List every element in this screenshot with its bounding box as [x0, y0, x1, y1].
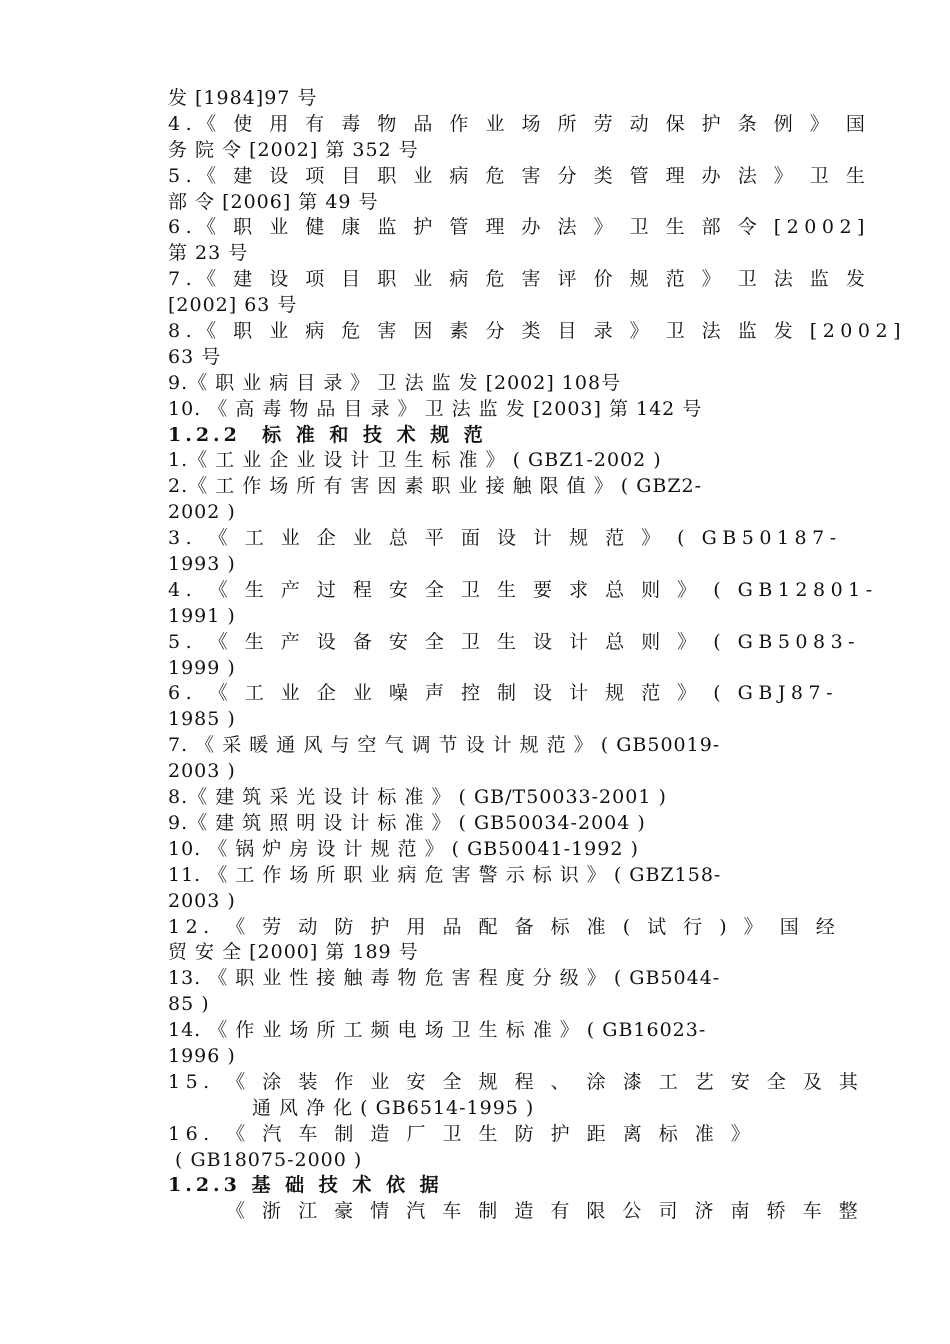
text-line: 1985 ) [168, 708, 236, 731]
text-line: 8.《 建 筑 采 光 设 计 标 准 》 ( GB/T50033-2001 ) [168, 786, 667, 809]
text-line: [2002] 63 号 [168, 294, 298, 317]
text-line: 1996 ) [168, 1044, 236, 1067]
text-line: 63 号 [168, 345, 222, 368]
text-line: 3. 《 工 业 企 业 总 平 面 设 计 规 范 》 ( GB50187- [168, 527, 842, 550]
text-line: 1999 ) [168, 656, 236, 679]
text-line: 2003 ) [168, 760, 236, 783]
text-line: 部 令 [2006] 第 49 号 [168, 190, 379, 213]
text-line: 第 23 号 [168, 242, 249, 265]
text-line: 13. 《 职 业 性 接 触 毒 物 危 害 程 度 分 级 》 ( GB5044- [168, 967, 721, 990]
text-line: 9.《 建 筑 照 明 设 计 标 准 》 ( GB50034-2004 ) [168, 811, 646, 834]
text-line: 6. 《 工 业 企 业 噪 声 控 制 设 计 规 范 》 ( GBJ87- [168, 682, 839, 705]
section-heading-1-2-2: 1.2.2 标 准 和 技 术 规 范 [168, 423, 487, 446]
text-line: 2.《 工 作 场 所 有 害 因 素 职 业 接 触 限 值 》 ( GBZ2- [168, 475, 703, 498]
text-line: 7.《 建 设 项 目 职 业 病 危 害 评 价 规 范 》 卫 法 监 发 [168, 268, 871, 291]
text-line: 发 [1984]97 号 [168, 87, 318, 109]
text-line: 1993 ) [168, 553, 236, 576]
text-line: 9.《 职 业 病 目 录 》 卫 法 监 发 [2002] 108号 [168, 371, 622, 394]
text-line: 5. 《 生 产 设 备 安 全 卫 生 设 计 总 则 》 ( GB5083- [168, 630, 861, 653]
text-line: 务 院 令 [2002] 第 352 号 [168, 138, 419, 161]
text-line: 通 风 净 化 ( GB6514-1995 ) [252, 1096, 535, 1119]
text-line: 《 浙 江 豪 情 汽 车 制 造 有 限 公 司 济 南 轿 车 整 [226, 1200, 864, 1223]
text-line: 2003 ) [168, 889, 236, 912]
text-line: 7. 《 采 暖 通 风 与 空 气 调 节 设 计 规 范 》 ( GB50019- [168, 734, 721, 757]
text-line: 10. 《 高 毒 物 品 目 录 》 卫 法 监 发 [2003] 第 142 号 [168, 397, 703, 420]
text-line: 6.《 职 业 健 康 监 护 管 理 办 法 》 卫 生 部 令 [2002] [168, 216, 870, 239]
text-line: 15. 《 涂 装 作 业 安 全 规 程 、 涂 漆 工 艺 安 全 及 其 [168, 1070, 864, 1093]
text-line: 1991 ) [168, 604, 236, 627]
text-line: 4.《 使 用 有 毒 物 品 作 业 场 所 劳 动 保 护 条 例 》 国 [168, 112, 871, 135]
text-line: 贸 安 全 [2000] 第 189 号 [168, 941, 419, 964]
text-line: 11. 《 工 作 场 所 职 业 病 危 害 警 示 标 识 》 ( GBZ158- [168, 863, 722, 886]
text-line: 85 ) [168, 993, 210, 1016]
text-line: 2002 ) [168, 501, 236, 524]
text-line: 5.《 建 设 项 目 职 业 病 危 害 分 类 管 理 办 法 》 卫 生 [168, 164, 871, 187]
text-line: 16. 《 汽 车 制 造 厂 卫 生 防 护 距 离 标 准 》 [168, 1122, 756, 1145]
text-line: 14. 《 作 业 场 所 工 频 电 场 卫 生 标 准 》 ( GB16023- [168, 1019, 707, 1042]
section-heading-1-2-3: 1.2.3 基 础 技 术 依 据 [168, 1174, 443, 1197]
text-line: 12. 《 劳 动 防 护 用 品 配 备 标 准 ( 试 行 ) 》 国 经 [168, 915, 841, 938]
text-line: 8.《 职 业 病 危 害 因 素 分 类 目 录 》 卫 法 监 发 [2002] [168, 320, 906, 343]
text-line: 1.《 工 业 企 业 设 计 卫 生 标 准 》 ( GBZ1-2002 ) [168, 449, 662, 472]
text-line: 10. 《 锅 炉 房 设 计 规 范 》 ( GB50041-1992 ) [168, 837, 639, 860]
text-line: ( GB18075-2000 ) [168, 1148, 363, 1171]
document-page [168, 86, 906, 1225]
text-line: 4. 《 生 产 过 程 安 全 卫 生 要 求 总 则 》 ( GB12801- [168, 578, 878, 601]
